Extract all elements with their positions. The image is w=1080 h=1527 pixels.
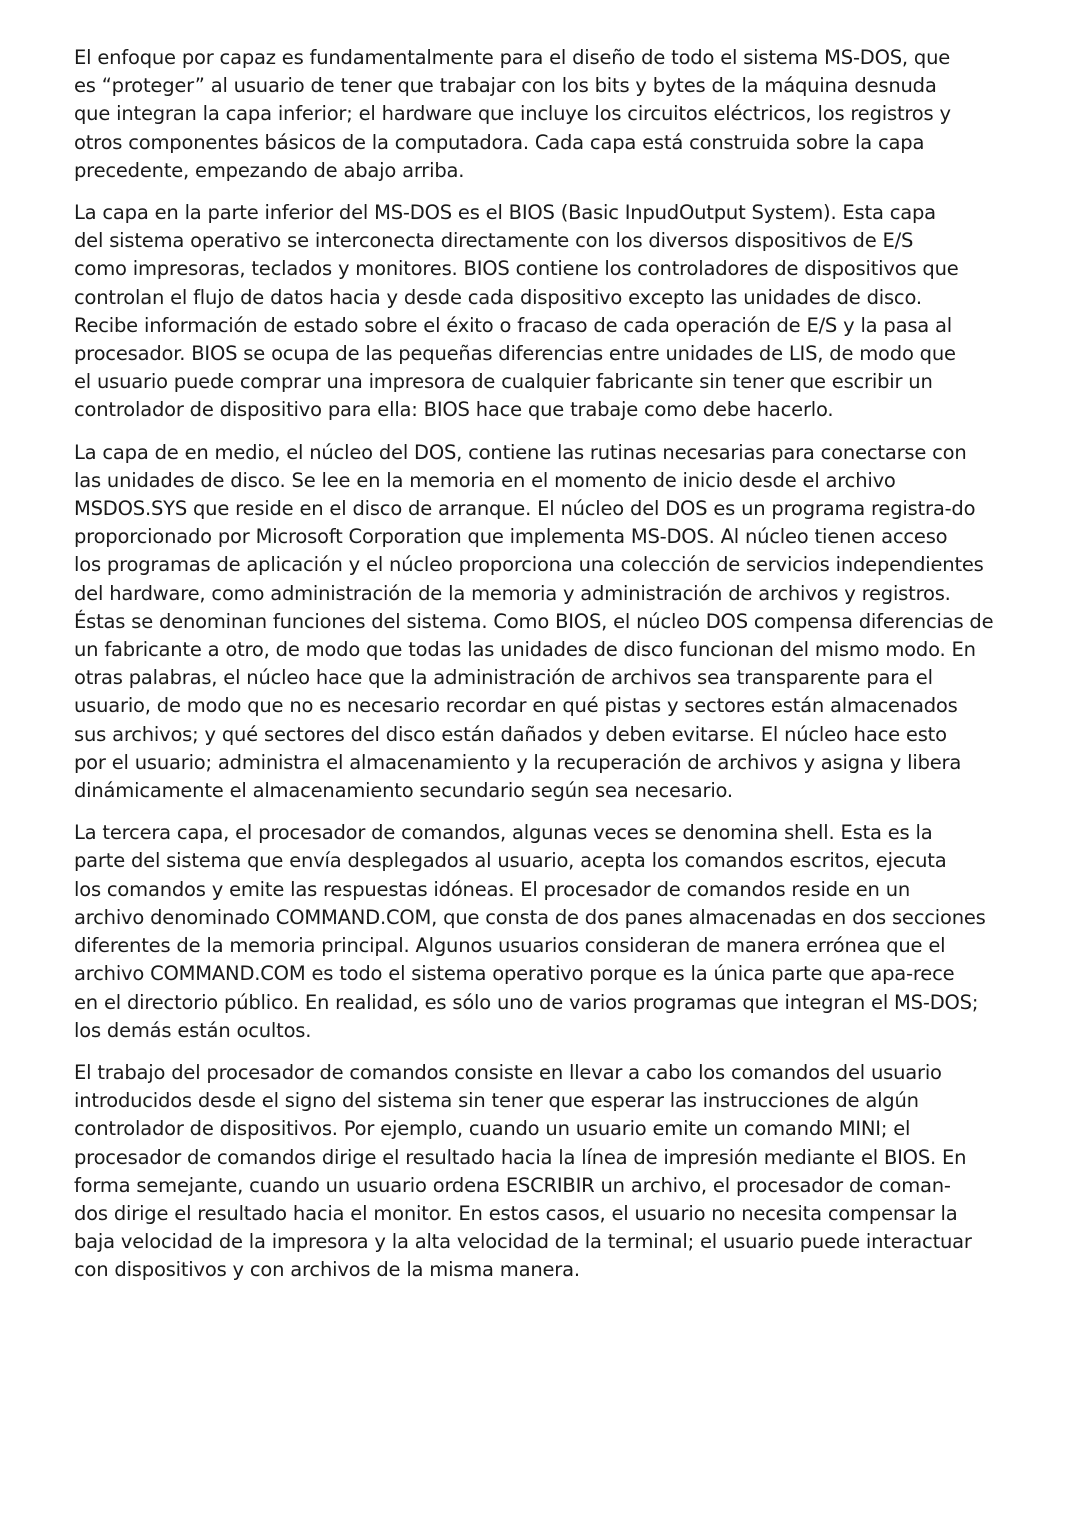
paragraph-4 — [74, 819, 1014, 1045]
text-line: un fabricante a otro, de modo que todas las unidades de disco funcionan del mismo modo. En — [74, 638, 976, 662]
paragraph-2 — [74, 199, 1014, 425]
text-line: archivo denominado COMMAND.COM, que consta de dos panes almacenadas en dos secciones — [74, 905, 986, 929]
text-line: en el directorio público. En realidad, es sólo uno de varios programas que integran el MS-DOS; — [74, 990, 979, 1014]
text-line: sus archivos; y qué sectores del disco están dañados y deben evitarse. El núcleo hace esto — [74, 722, 947, 746]
text-line: con dispositivos y con archivos de la misma manera. — [74, 1258, 580, 1282]
text-line: La capa en la parte inferior del MS-DOS es el BIOS (Basic InpudOutput System). Esta capa — [74, 201, 936, 225]
text-line: por el usuario; administra el almacenamiento y la recuperación de archivos y asigna y libera — [74, 750, 962, 774]
text-line: Recibe información de estado sobre el éxito o fracaso de cada operación de E/S y la pasa al — [74, 313, 953, 337]
text-line: La capa de en medio, el núcleo del DOS, contiene las rutinas necesarias para conectarse con — [74, 440, 967, 464]
text-line: baja velocidad de la impresora y la alta velocidad de la terminal; el usuario puede interactuar — [74, 1230, 972, 1254]
text-line: los demás están ocultos. — [74, 1018, 312, 1042]
text-line: controlan el flujo de datos hacia y desde cada dispositivo excepto las unidades de disco. — [74, 285, 922, 309]
text-line: el usuario puede comprar una impresora de cualquier fabricante sin tener que escribir un — [74, 370, 933, 394]
text-line: usuario, de modo que no es necesario recordar en qué pistas y sectores están almacenados — [74, 694, 958, 718]
paragraph-1 — [74, 44, 1014, 185]
text-line: El trabajo del procesador de comandos consiste en llevar a cabo los comandos del usuario — [74, 1060, 942, 1084]
text-line: archivo COMMAND.COM es todo el sistema operativo porque es la única parte que apa-rece — [74, 962, 955, 986]
text-line: controlador de dispositivo para ella: BIOS hace que trabaje como debe hacerlo. — [74, 398, 834, 422]
text-line: como impresoras, teclados y monitores. BIOS contiene los controladores de dispositivos que — [74, 257, 959, 281]
text-line: proporcionado por Microsoft Corporation que implementa MS-DOS. Al núcleo tienen acceso — [74, 525, 948, 549]
text-line: procesador de comandos dirige el resultado hacia la línea de impresión mediante el BIOS. En — [74, 1145, 967, 1169]
text-line: Éstas se denominan funciones del sistema. Como BIOS, el núcleo DOS compensa diferencias de — [74, 609, 994, 633]
text-line: controlador de dispositivos. Por ejemplo, cuando un usuario emite un comando MINI; el — [74, 1117, 911, 1141]
text-line: del hardware, como administración de la memoria y administración de archivos y registros. — [74, 581, 951, 605]
text-line: diferentes de la memoria principal. Algunos usuarios consideran de manera errónea que el — [74, 934, 946, 958]
text-line: es “proteger” al usuario de tener que trabajar con los bits y bytes de la máquina desnuda — [74, 74, 937, 98]
text-line: del sistema operativo se interconecta directamente con los diversos dispositivos de E/S — [74, 229, 914, 253]
text-line: otras palabras, el núcleo hace que la administración de archivos sea transparente para el — [74, 666, 933, 690]
text-line: las unidades de disco. Se lee en la memoria en el momento de inicio desde el archivo — [74, 468, 896, 492]
paragraph-3 — [74, 439, 1014, 806]
text-line: precedente, empezando de abajo arriba. — [74, 158, 465, 182]
text-line: los programas de aplicación y el núcleo proporciona una colección de servicios independientes — [74, 553, 984, 577]
text-line: forma semejante, cuando un usuario ordena ESCRIBIR un archivo, el procesador de coman- — [74, 1173, 951, 1197]
text-line: los comandos y emite las respuestas idóneas. El procesador de comandos reside en un — [74, 877, 911, 901]
text-line: que integran la capa inferior; el hardware que incluye los circuitos eléctricos, los registros y — [74, 102, 951, 126]
paragraph-5 — [74, 1059, 1014, 1285]
text-line: La tercera capa, el procesador de comandos, algunas veces se denomina shell. Esta es la — [74, 821, 933, 845]
text-line: parte del sistema que envía desplegados al usuario, acepta los comandos escritos, ejecuta — [74, 849, 947, 873]
text-line: MSDOS.SYS que reside en el disco de arranque. El núcleo del DOS es un programa registra-do — [74, 497, 976, 521]
document-page — [74, 44, 1014, 1299]
text-line: dinámicamente el almacenamiento secundario según sea necesario. — [74, 779, 733, 803]
text-line: otros componentes básicos de la computadora. Cada capa está construida sobre la capa — [74, 130, 925, 154]
text-line: El enfoque por capaz es fundamentalmente para el diseño de todo el sistema MS-DOS, que — [74, 46, 951, 69]
text-line: procesador. BIOS se ocupa de las pequeñas diferencias entre unidades de LIS, de modo que — [74, 342, 956, 366]
text-line: introducidos desde el signo del sistema sin tener que esperar las instrucciones de algún — [74, 1089, 919, 1113]
text-line: dos dirige el resultado hacia el monitor. En estos casos, el usuario no necesita compensar la — [74, 1201, 958, 1225]
